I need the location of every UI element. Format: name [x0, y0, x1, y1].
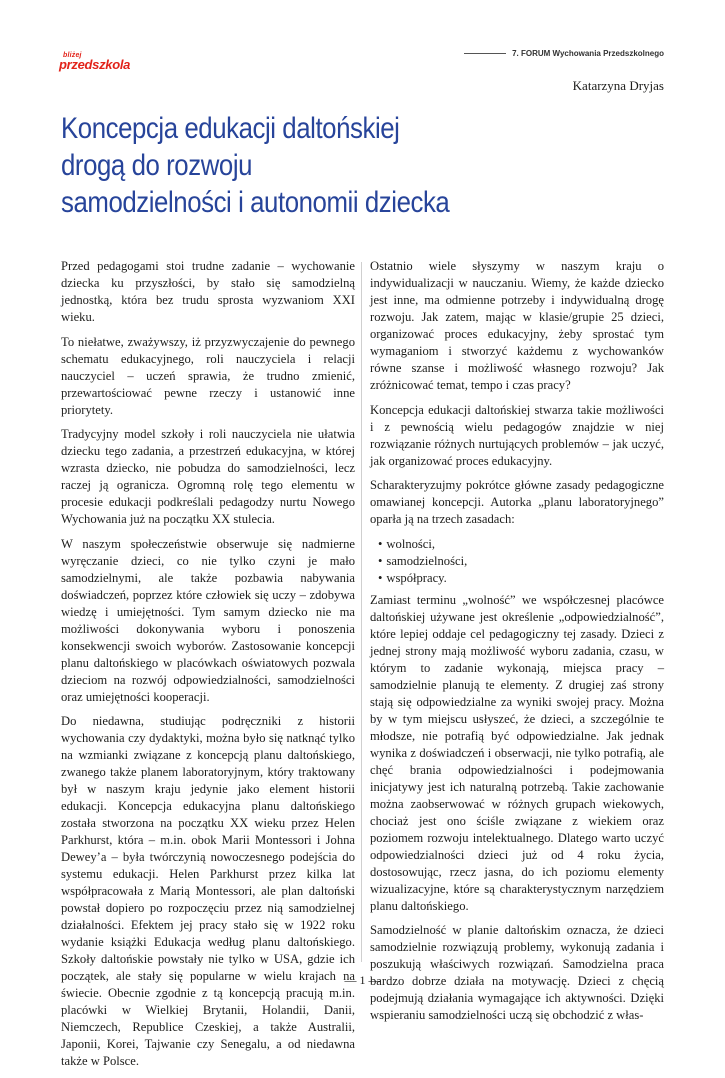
paragraph: Koncepcja edukacji daltońskiej stwarza takie możliwości i z pewnością wielu pedagogów znajdzie w niej rozwiązanie różnych nurtujących problemów – jak uczyć, jak organizować proces edukacyjny.: [370, 402, 664, 468]
principles-list: [370, 536, 664, 587]
paragraph: Zamiast terminu „wolność” we współczesnej placówce daltońskiej używane jest określenie „odpowiedzialność”, które lepiej oddaje cel pedagogiczny tej zasady. Dzieci z jednej strony mają możliwość wyboru zadania, czasu, w którym to zadanie wykonają, miejsca pracy – samodzielnie planują te elementy. Z drugiej zaś strony stają się odpowiedzialne za wyniki swojej pracy. Można by w tym miejscu usłyszeć, że dzieci, a szczególnie te młodsze, nie potrafią być odpowiedzialne. Jak jednak wynika z doświadczeń i obserwacji, nie tylko potrafią, ale chęć brania odpowiedzialności i podejmowania inicjatywy jest ich naturalną potrzebą. Takie zachowanie można zaobserwować w różnych grupach wiekowych, chociaż jest ono ściśle związane z wiekiem oraz poziomem rozwoju intelektualnego. Dlatego warto uczyć odpowiedzialności dzieci już od 4 roku życia, dostosowując, rzecz jasna, do ich poziomu elementy wizualizacyjne, które są charakterystycznym narzędziem planu daltońskiego.: [370, 592, 664, 913]
title-line-1: Koncepcja edukacji daltońskiej: [61, 112, 400, 145]
author-name: Katarzyna Dryjas: [572, 78, 664, 93]
forum-label: 7. FORUM Wychowania Przedszkolnego: [512, 49, 664, 58]
page-number: — 1 —: [344, 973, 381, 987]
paragraph: Ostatnio wiele słyszymy w naszym kraju o indywidualizacji w nauczaniu. Wiemy, że każde dziecko jest inne, ma odmienne potrzeby i indywidualną drogę rozwoju. Jak zatem, mając w klasie/grupie 25 dzieci, organizować proces edukacyjny, żeby sprostać tym wymaganiom i stworzyć każdemu z wychowanków równe szanse i możliwość własnego rozwoju? Jak zróżnicować temat, tempo i czas pracy?: [370, 259, 664, 392]
paragraph: Przed pedagogami stoi trudne zadanie – wychowanie dziecka ku przyszłości, by stało się samodzielną jednostką, która bez trudu sprosta wyzwaniom XXI wieku.: [61, 259, 355, 324]
header-rule: [464, 53, 506, 54]
paragraph: To niełatwe, zważywszy, iż przyzwyczajenie do pewnego schematu edukacyjnego, roli nauczyciela i relacji nauczyciel – uczeń sprawia, że trudno zmienić, przewartościować pewne rzeczy i ustanowić inne priorytety.: [61, 334, 355, 417]
left-column: [61, 258, 355, 1078]
paragraph: Tradycyjny model szkoły i roli nauczyciela nie ułatwia dziecku tego zadania, a przestrzeń edukacyjna, w której wzrasta dziecko, nie pobudza do samodzielności, lecz raczej ją ogranicza. Ogromną rolę tego elementu w procesie edukacji podkreślali pedagodzy nurtu Nowego Wychowania już na początku XX stulecia.: [61, 427, 355, 526]
magazine-logo: [59, 52, 130, 71]
logo-small-text: bliżej: [63, 52, 82, 59]
forum-header: [464, 49, 664, 58]
right-column: [370, 258, 664, 1032]
column-divider: [361, 262, 362, 962]
list-item: • wolności,: [370, 536, 664, 553]
title-line-2: drogą do rozwoju: [61, 149, 253, 182]
article-title: [61, 110, 577, 221]
title-line-3: samodzielności i autonomii dziecka: [61, 186, 450, 219]
paragraph: Do niedawna, studiując podręczniki z historii wychowania czy dydaktyki, można było się natknąć tylko na wzmianki związane z koncepcją planu daltońskiego, zwanego także planem laboratoryjnym, który traktowany był w naszym kraju jedynie jako element historii edukacji. Koncepcja edukacyjna planu daltońskiego została stworzona na początku XX wieku przez Helen Parkhurst, która – m.in. obok Marii Montessori i Johna Dewey’a – była twórczynią nowoczesnego podejścia do systemu edukacji. Helen Parkhurst przez kilka lat współpracowała z Marią Montessori, ale plan daltoński powstał dopiero po rozpoczęciu przez nią samodzielnej działalności. Efektem jej pracy stało się w 1922 roku wydanie książki Edukacja według planu daltońskiego. Szkoły daltońskie powstały nie tylko w USA, gdzie ich początek, ale stały się popularne w wielu krajach na świecie. Obecnie zgodnie z tą koncepcją pracują m.in. placówki w Wielkiej Brytanii, Holandii, Danii, Niemczech, Republice Czeskiej, a także Australii, Japonii, Korei, Tajwanie czy Senegalu, a od niedawna także w Polsce.: [61, 714, 355, 1068]
paragraph: Samodzielność w planie daltońskim oznacza, że dzieci samodzielnie rozwiązują problemy, wykonują zadania i poszukują właściwych rozwiązań. Samodzielna praca bardzo dobrze działa na motywację. Dzieci z chęcią podejmują działania wymagające ich aktywności. Dzięki wspieraniu samodzielności uczą się obchodzić z włas-: [370, 923, 664, 1022]
list-item: • samodzielności,: [370, 553, 664, 570]
paragraph: W naszym społeczeństwie obserwuje się nadmierne wyręczanie dzieci, co nie tylko czyni je mało samodzielnymi, ale także pozbawia nabywania doświadczeń, poprzez które człowiek się uczy – zdobywa wiedzę i umiejętności. Tym samym dziecko nie ma możliwości dokonywania wyboru i ponoszenia konsekwencji swoich wyborów. Zastosowanie koncepcji planu daltońskiego w placówkach oświatowych pozwala dzieciom na rozwój odpowiedzialności, samodzielności oraz umiejętności kooperacji.: [61, 536, 355, 704]
paragraph: Scharakteryzujmy pokrótce główne zasady pedagogiczne omawianej koncepcji. Autorka „planu laboratoryjnego” oparła ją na trzech zasadach:: [370, 478, 664, 526]
logo-main-text: przedszkola: [59, 57, 131, 72]
list-item: • współpracy.: [370, 570, 664, 587]
